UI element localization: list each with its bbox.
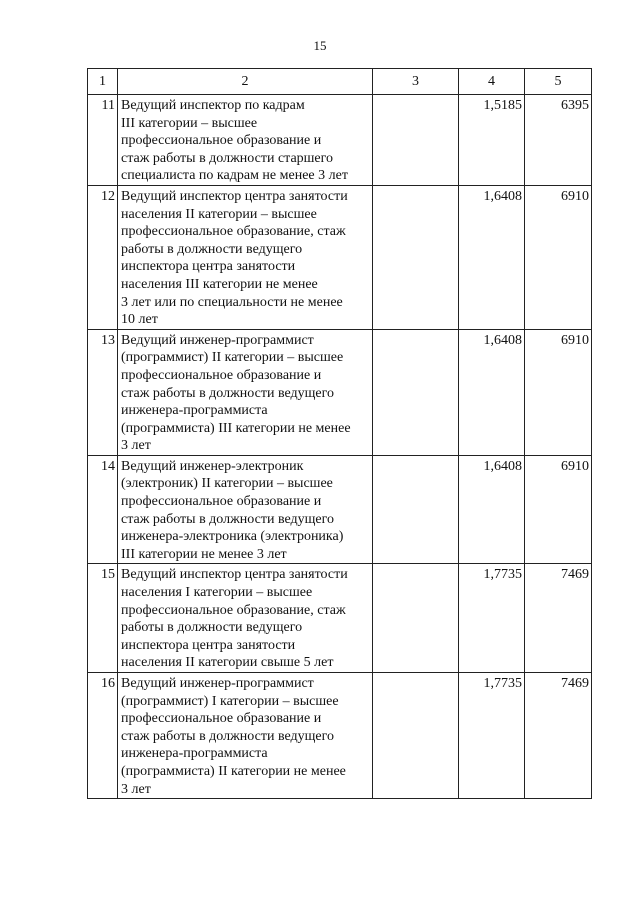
coefficient-cell: 1,6408 [459, 329, 525, 455]
row-number: 14 [88, 455, 118, 564]
position-description [118, 564, 373, 673]
description-line: профессиональное образование, стаж [121, 224, 346, 240]
description-line: (программист) II категории – высшее [121, 350, 344, 366]
column-3-cell [373, 185, 459, 329]
salary-cell: 6910 [525, 455, 592, 564]
salary-cell: 6910 [525, 329, 592, 455]
description-line: (электроник) II категории – высшее [121, 476, 333, 492]
row-number: 13 [88, 329, 118, 455]
description-line: 10 лет [121, 312, 158, 328]
page-number: 15 [313, 38, 327, 53]
coefficient-cell: 1,7735 [459, 673, 525, 799]
table-row [88, 564, 592, 673]
description-line: III категории – высшее [121, 115, 258, 131]
description-line: профессиональное образование, стаж [121, 602, 346, 618]
description-line: (программиста) II категории не менее [121, 763, 346, 779]
description-line: Ведущий инспектор центра занятости [121, 567, 348, 583]
description-line: Ведущий инженер-программист [121, 676, 314, 691]
row-number: 15 [88, 564, 118, 673]
salary-cell: 7469 [525, 673, 592, 799]
description-line: профессиональное образование и [121, 133, 322, 149]
row-number: 11 [88, 95, 118, 186]
description-line: населения III категории не менее [121, 276, 318, 292]
salary-cell: 7469 [525, 564, 592, 673]
description-line: III категории не менее 3 лет [121, 546, 287, 562]
description-line: населения II категории свыше 5 лет [121, 655, 334, 671]
description-line: Ведущий инспектор по кадрам [121, 98, 305, 113]
table-header-row [88, 69, 592, 95]
description-line: инженера-программиста [121, 403, 268, 419]
position-description [118, 455, 373, 564]
position-description [118, 329, 373, 455]
description-line: 3 лет или по специальности не менее [121, 294, 343, 310]
table-row [88, 673, 592, 799]
description-line: 3 лет [121, 781, 151, 797]
table-row [88, 455, 592, 564]
description-line: профессиональное образование и [121, 711, 322, 727]
coefficient-cell: 1,6408 [459, 185, 525, 329]
coefficient-cell: 1,6408 [459, 455, 525, 564]
salary-cell: 6910 [525, 185, 592, 329]
table-row [88, 95, 592, 186]
description-line: Ведущий инженер-электроник [121, 458, 304, 474]
column-3-cell [373, 673, 459, 799]
column-3-cell [373, 455, 459, 564]
description-line: 3 лет [121, 438, 151, 454]
description-line: работы в должности ведущего [121, 620, 303, 636]
row-number: 12 [88, 185, 118, 329]
table-row [88, 329, 592, 455]
coefficient-cell: 1,7735 [459, 564, 525, 673]
description-line: стаж работы в должности ведущего [121, 511, 335, 527]
coefficient-cell: 1,5185 [459, 95, 525, 186]
description-line: (программист) I категории – высшее [121, 693, 339, 709]
header-cell-1: 1 [88, 69, 118, 95]
description-line: стаж работы в должности ведущего [121, 728, 335, 744]
description-line: профессиональное образование и [121, 494, 322, 510]
description-line: инспектора центра занятости [121, 259, 296, 275]
description-line: инженера-электроника (электроника) [121, 529, 344, 545]
header-cell-4: 4 [459, 69, 525, 95]
header-cell-3: 3 [373, 69, 459, 95]
column-3-cell [373, 564, 459, 673]
position-description [118, 673, 373, 799]
column-3-cell [373, 329, 459, 455]
positions-table [87, 68, 592, 799]
description-line: инспектора центра занятости [121, 637, 296, 653]
row-number: 16 [88, 673, 118, 799]
description-line: стаж работы в должности ведущего [121, 385, 335, 401]
position-description [118, 185, 373, 329]
description-line: работы в должности ведущего [121, 241, 303, 257]
description-line: населения I категории – высшее [121, 585, 313, 601]
description-line: Ведущий инженер-программист [121, 332, 314, 348]
header-cell-5: 5 [525, 69, 592, 95]
description-line: инженера-программиста [121, 746, 268, 762]
description-line: населения II категории – высшее [121, 206, 317, 222]
description-line: профессиональное образование и [121, 367, 322, 383]
header-cell-2: 2 [118, 69, 373, 95]
description-line: Ведущий инспектор центра занятости [121, 188, 348, 204]
salary-cell: 6395 [525, 95, 592, 186]
description-line: стаж работы в должности старшего [121, 150, 334, 166]
column-3-cell [373, 95, 459, 186]
description-line: специалиста по кадрам не менее 3 лет [121, 168, 348, 184]
position-description [118, 95, 373, 186]
description-line: (программиста) III категории не менее [121, 420, 351, 436]
table-row [88, 185, 592, 329]
